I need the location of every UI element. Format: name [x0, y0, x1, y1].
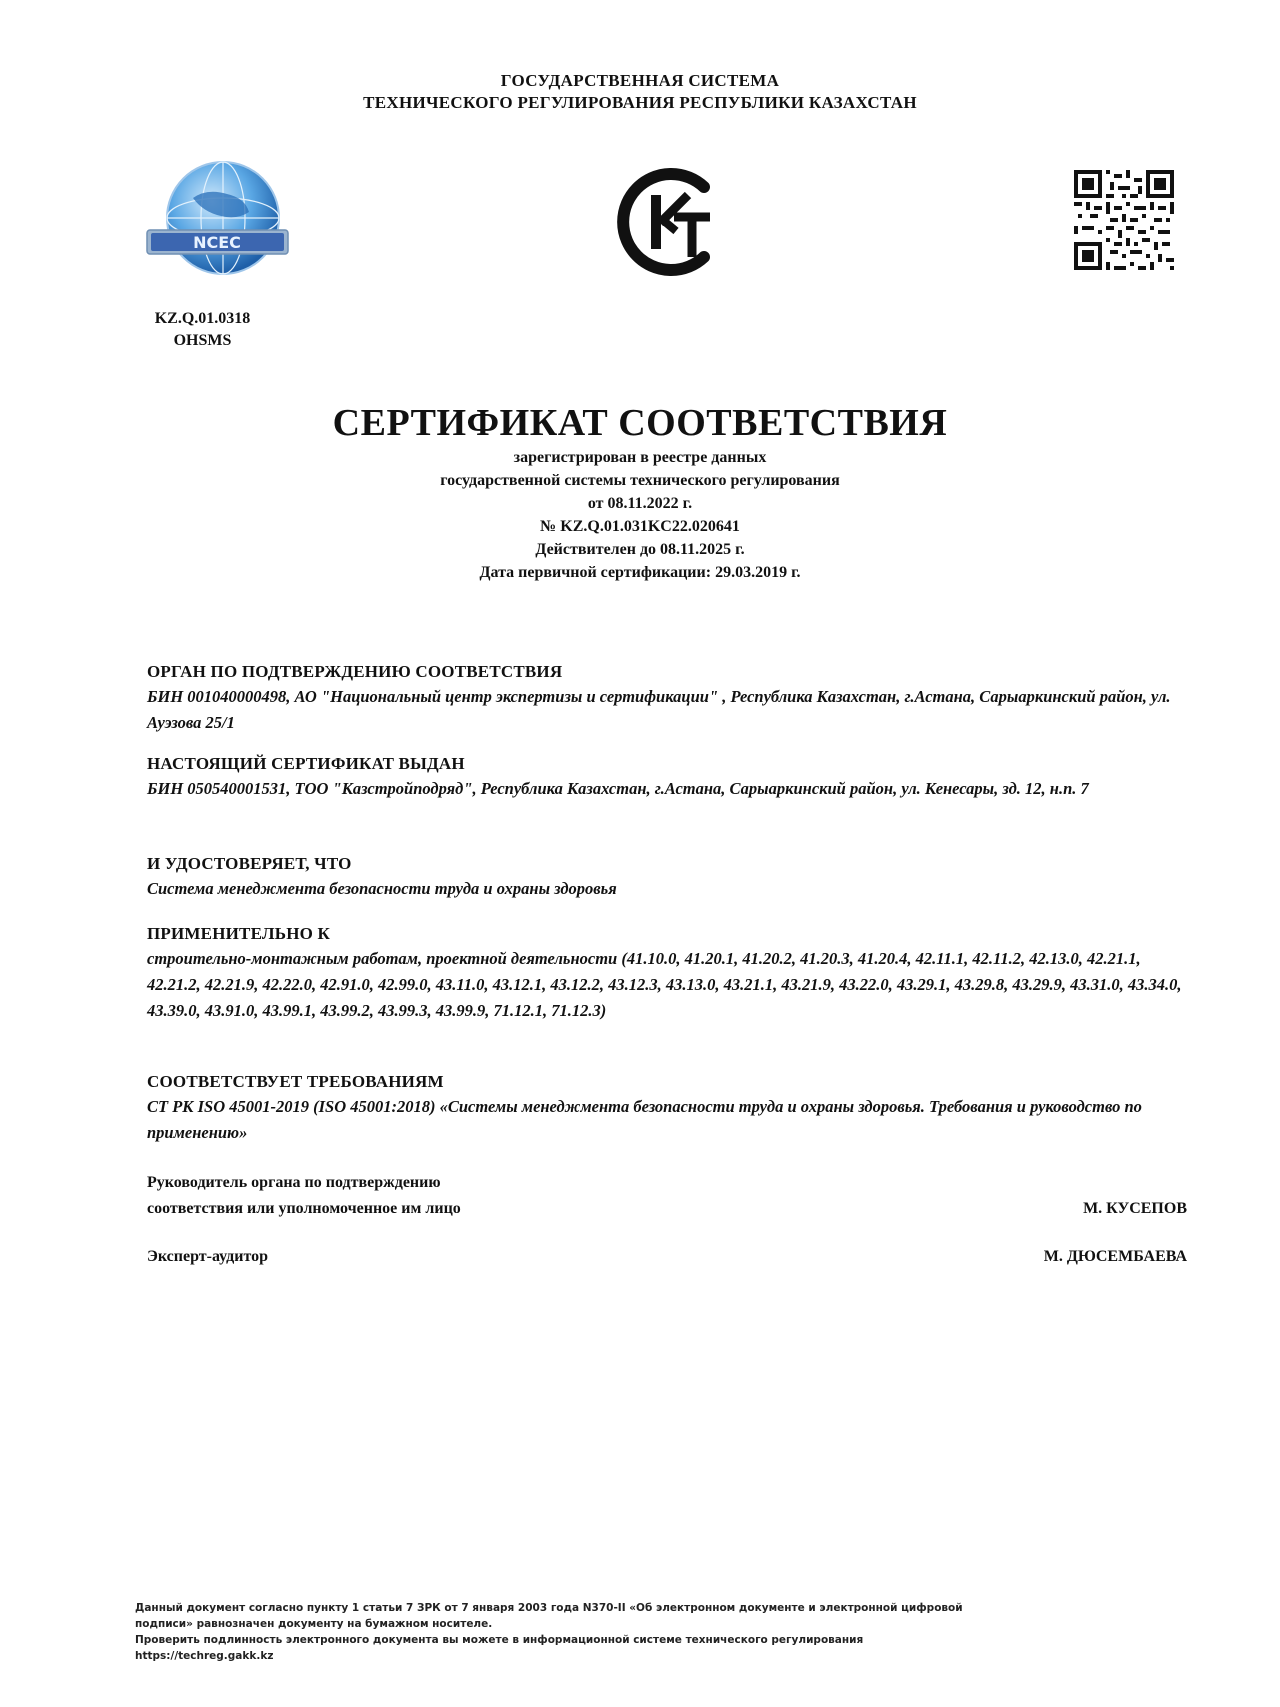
head-name: М. КУСЕПОВ	[1083, 1200, 1187, 1217]
head-label-line-2: соответствия или уполномоченное им лицо	[147, 1200, 461, 1217]
qr-code-icon	[1074, 170, 1174, 270]
section-text: СТ РК ISO 45001-2019 (ISO 45001:2018) «Системы менеджмента безопасности труда и охраны здоровья. Требования и руководство по применению»	[147, 1097, 1142, 1142]
footer-line-2: подписи» равнозначен документу на бумажном носителе.	[135, 1618, 493, 1630]
registered-line-2: государственной системы технического регулирования	[440, 472, 840, 489]
complies-section	[147, 1070, 1187, 1146]
section-heading: НАСТОЯЩИЙ СЕРТИФИКАТ ВЫДАН	[147, 754, 465, 773]
kz-conformity-mark-icon	[612, 165, 722, 280]
expert-name: М. ДЮСЕМБАЕВА	[1043, 1248, 1187, 1265]
svg-text:NCEC: NCEC	[193, 233, 241, 252]
footer-line-3: Проверить подлинность электронного документа вы можете в информационной системе технического регулирования	[135, 1634, 864, 1646]
expert-label: Эксперт-аудитор	[147, 1248, 269, 1265]
section-heading: СООТВЕТСТВУЕТ ТРЕБОВАНИЯМ	[147, 1072, 444, 1091]
nces-globe-logo-icon	[145, 160, 290, 285]
header-line-1: ГОСУДАРСТВЕННАЯ СИСТЕМА	[500, 71, 780, 90]
issued-to-section	[147, 752, 1187, 802]
certificate-number: № KZ.Q.01.031KC22.020641	[540, 518, 740, 535]
legal-footer	[135, 1600, 1145, 1664]
applicable-to-section	[147, 922, 1187, 1024]
primary-certification-date: Дата первичной сертификации: 29.03.2019 г.	[479, 564, 801, 581]
accreditation-code	[145, 308, 260, 352]
registered-line-1: зарегистрирован в реестре данных	[513, 449, 767, 466]
head-label-line-1: Руководитель органа по подтверждению	[147, 1174, 441, 1191]
section-text: строительно-монтажным работам, проектной деятельности (41.10.0, 41.20.1, 41.20.2, 41.20.3, 41.20.4, 42.11.1, 42.11.2, 42.13.0, 42.21.1, 42.21.2, 42.21.9, 42.22.0, 42.91.0, 42.99.0, 43.11.0, 43.12.1, 43.12.2, 43.12.3, 43.13.0, 43.21.1, 43.21.9, 43.22.0, 43.29.1, 43.29.8, 43.29.9, 43.31.0, 43.34.0, 43.39.0, 43.91.0, 43.99.1, 43.99.2, 43.99.3, 43.99.9, 71.12.1, 71.12.3)	[147, 949, 1182, 1020]
section-text: БИН 001040000498, АО "Национальный центр экспертизы и сертификации" , Республика Казахстан, г.Астана, Сарыаркинский район, ул. Ауэзова 25/1	[147, 687, 1171, 732]
registered-date: от 08.11.2022 г.	[587, 495, 693, 512]
section-heading: И УДОСТОВЕРЯЕТ, ЧТО	[147, 854, 352, 873]
section-text: БИН 050540001531, ТОО "Казстройподряд", Республика Казахстан, г.Астана, Сарыаркинский район, ул. Кенесары, зд. 12, н.п. 7	[147, 779, 1089, 798]
certifies-section	[147, 852, 1187, 902]
certificate-title-block	[0, 400, 1280, 584]
issuing-system-header	[0, 70, 1280, 114]
certification-body-section	[147, 660, 1187, 736]
header-line-2: ТЕХНИЧЕСКОГО РЕГУЛИРОВАНИЯ РЕСПУБЛИКИ КАЗАХСТАН	[363, 93, 917, 112]
expert-signature-row	[147, 1244, 1187, 1270]
accreditation-number: KZ.Q.01.0318	[154, 310, 251, 327]
section-heading: ПРИМЕНИТЕЛЬНО К	[147, 924, 331, 943]
footer-verification-link[interactable]: https://techreg.gakk.kz	[135, 1650, 274, 1662]
footer-line-1: Данный документ согласно пункту 1 статьи 7 ЗРК от 7 января 2003 года N370-II «Об электронном документе и электронной цифровой	[135, 1602, 963, 1614]
signatures-block	[147, 1170, 1187, 1270]
accreditation-scheme: OHSMS	[173, 332, 232, 349]
head-signature-row	[147, 1170, 1187, 1196]
page-title: СЕРТИФИКАТ СООТВЕТСТВИЯ	[332, 402, 948, 444]
valid-until: Действителен до 08.11.2025 г.	[535, 541, 745, 558]
section-heading: ОРГАН ПО ПОДТВЕРЖДЕНИЮ СООТВЕТСТВИЯ	[147, 662, 563, 681]
section-text: Система менеджмента безопасности труда и охраны здоровья	[147, 879, 617, 898]
head-signature-row-2	[147, 1196, 1187, 1222]
